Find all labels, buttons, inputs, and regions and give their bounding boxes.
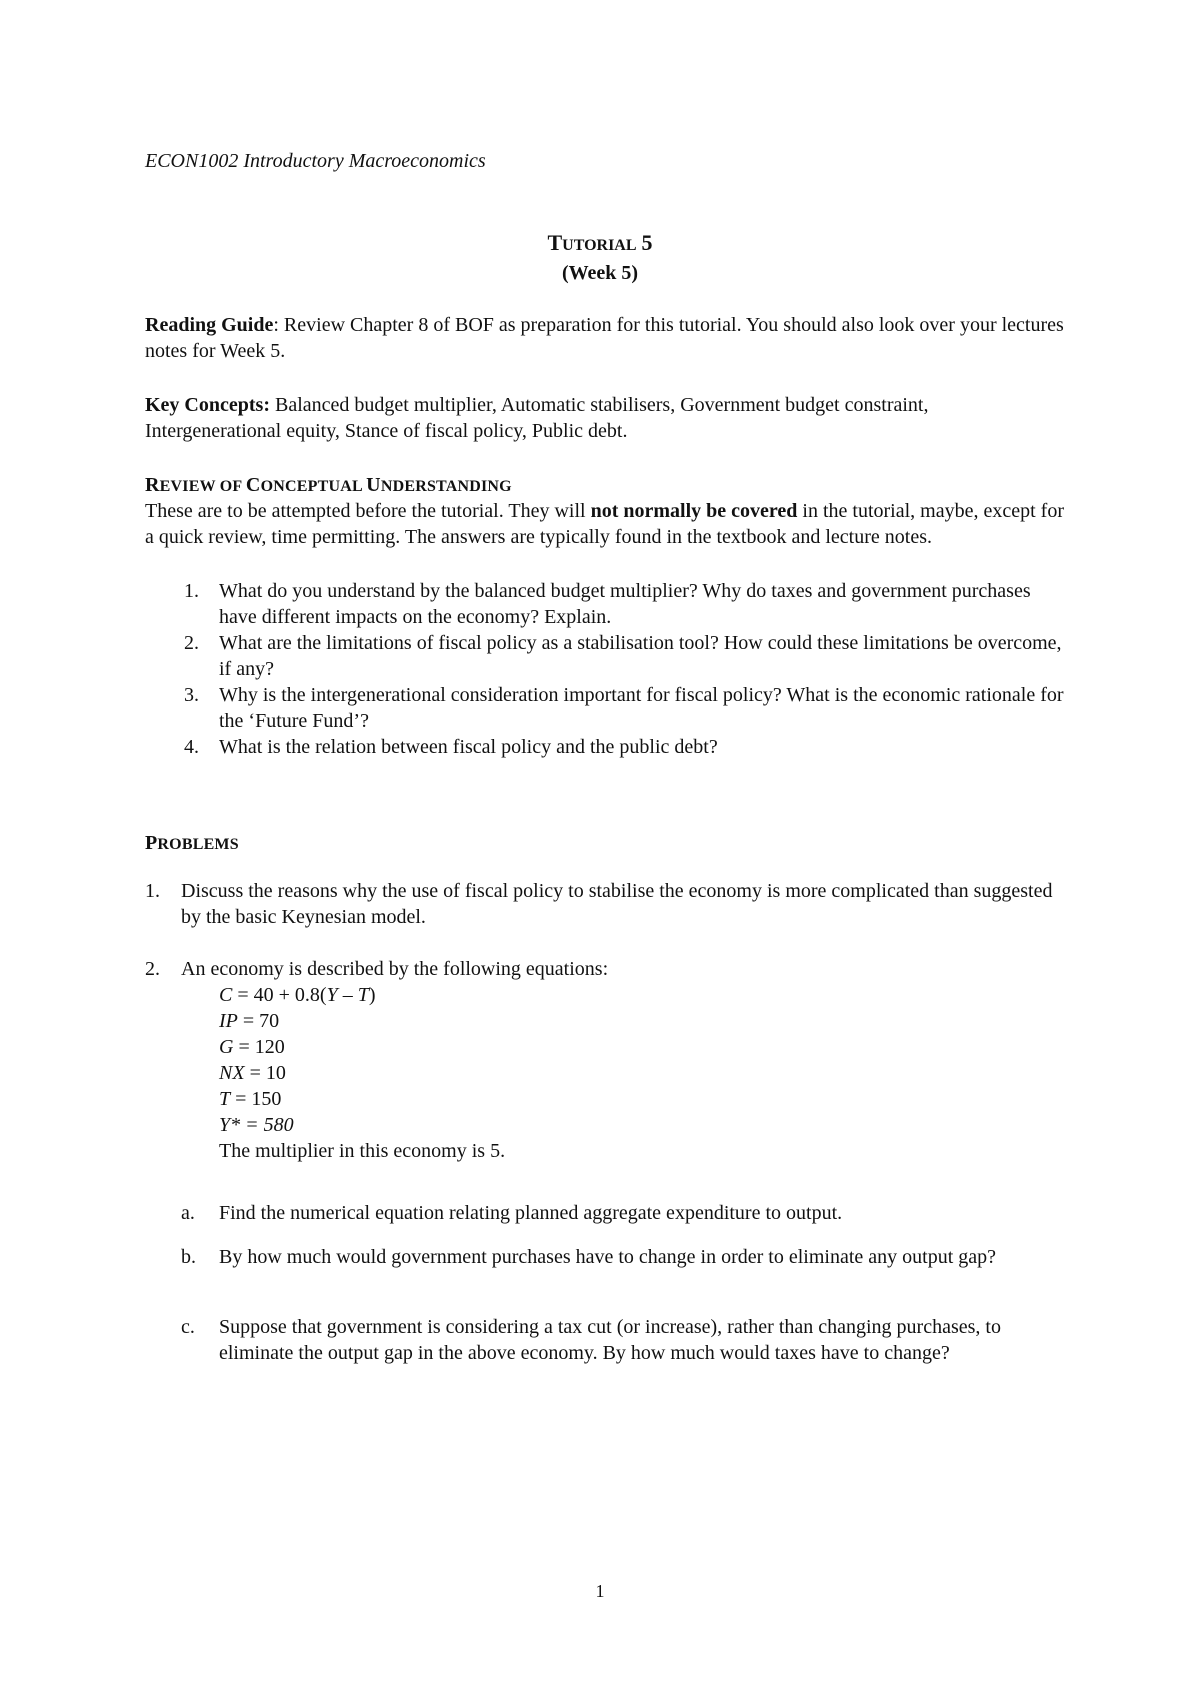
equation-taxes [219,1086,505,1112]
page-number: 1 [595,1581,605,1601]
list-item-number: 3. [184,684,199,706]
sub-question-text: Suppose that government is considering a tax cut (or increase), rather than changing purchases, to eliminate the output gap in the above economy. By how much would taxes have to change? [219,1316,1001,1364]
week-label: (Week 5) [561,262,639,284]
review-heading-part: C [245,474,261,496]
eq-var: IP [219,1010,238,1032]
reading-guide [145,312,1065,364]
list-item-number: 1. [184,580,199,602]
eq-var: T [219,1088,231,1110]
problems-heading [145,830,239,858]
reading-guide-text: : Review Chapter 8 of BOF as preparation for this tutorial. You should also look over your lectures notes for Week 5. [145,314,1064,362]
review-intro-text: These are to be attempted before the tutorial. They will [145,500,591,522]
title-first-letter: T [547,230,563,255]
key-concepts-label: Key Concepts: [145,394,270,416]
list-item [145,578,1065,630]
sub-question-letter: a. [181,1202,195,1224]
review-intro-text: in the tutorial, maybe, except for a quick review, time permitting. The answers are typically found in the textbook and lecture notes. [145,500,1064,548]
review-intro-bold: not normally be covered [590,500,798,522]
eq-text: = 150 [230,1088,282,1110]
equation-net-exports [219,1060,505,1086]
sub-question-c [181,1314,1061,1366]
eq-text: = 10 [244,1062,286,1084]
sub-question-text: By how much would government purchases have to change in order to eliminate any output gap? [219,1246,997,1268]
eq-text: = 70 [237,1010,280,1032]
eq-text: Y* = 580 [219,1114,294,1136]
eq-var: C [219,984,233,1006]
equation-list [219,982,505,1164]
problem-text: Discuss the reasons why the use of fiscal policy to stabilise the economy is more complicated than suggested by the basic Keynesian model. [181,880,1053,928]
problem-2 [145,956,1065,982]
eq-var: G [219,1036,234,1058]
eq-var: NX [219,1062,245,1084]
eq-var: Y [326,984,338,1006]
list-item-text: What are the limitations of fiscal policy as a stabilisation tool? How could these limitations be overcome, if any? [219,632,1062,680]
course-title: ECON1002 Introductory Macroeconomics [145,150,486,172]
key-concepts-text: Balanced budget multiplier, Automatic stabilisers, Government budget constraint, Intergenerational equity, Stance of fiscal policy, Public debt. [145,394,929,442]
title-rest: UTORIAL [562,237,637,254]
problem-1 [145,878,1065,930]
equation-government [219,1034,505,1060]
sub-question-text: Find the numerical equation relating planned aggregate expenditure to output. [219,1202,843,1224]
problem-number: 2. [145,958,160,980]
multiplier-statement: The multiplier in this economy is 5. [219,1140,506,1162]
list-item-number: 4. [184,736,199,758]
sub-question-a [181,1200,1061,1226]
sub-question-b [181,1244,1061,1270]
list-item-number: 2. [184,632,199,654]
list-item-text: What do you understand by the balanced budget multiplier? Why do taxes and government purchases have different impacts on the economy? Explain. [219,580,1031,628]
list-item-text: Why is the intergenerational consideration important for fiscal policy? What is the economic rationale for the ‘Future Fund’? [219,684,1064,732]
list-item [145,734,1065,760]
problem-text: An economy is described by the following equations: [181,958,609,980]
review-question-list [145,578,1065,760]
review-heading-part: ONCEPTUAL [260,478,367,495]
list-item [145,682,1065,734]
eq-text: – [337,984,358,1006]
eq-text: = 120 [233,1036,285,1058]
review-heading-part: U [366,474,381,496]
eq-text: = 40 + 0.8( [232,984,327,1006]
tutorial-title [0,230,1200,259]
list-item [145,630,1065,682]
review-intro [145,498,1065,550]
equation-potential-output [219,1112,505,1138]
title-number: 5 [641,230,653,255]
list-item-text: What is the relation between fiscal policy and the public debt? [219,736,718,758]
review-heading-part: R [145,474,160,496]
eq-var: T [357,984,369,1006]
review-heading [145,472,512,500]
review-heading-part: EVIEW OF [159,478,246,495]
review-heading-part: NDERSTANDING [380,478,512,495]
problems-heading-rest: ROBLEMS [157,836,239,853]
problem-number: 1. [145,880,160,902]
eq-text: ) [368,984,376,1006]
sub-question-letter: c. [181,1316,195,1338]
equation-investment [219,1008,505,1034]
key-concepts [145,392,1065,444]
sub-question-letter: b. [181,1246,196,1268]
problems-heading-first: P [145,832,158,854]
equation-consumption [219,982,505,1008]
reading-guide-label: Reading Guide [145,314,274,336]
